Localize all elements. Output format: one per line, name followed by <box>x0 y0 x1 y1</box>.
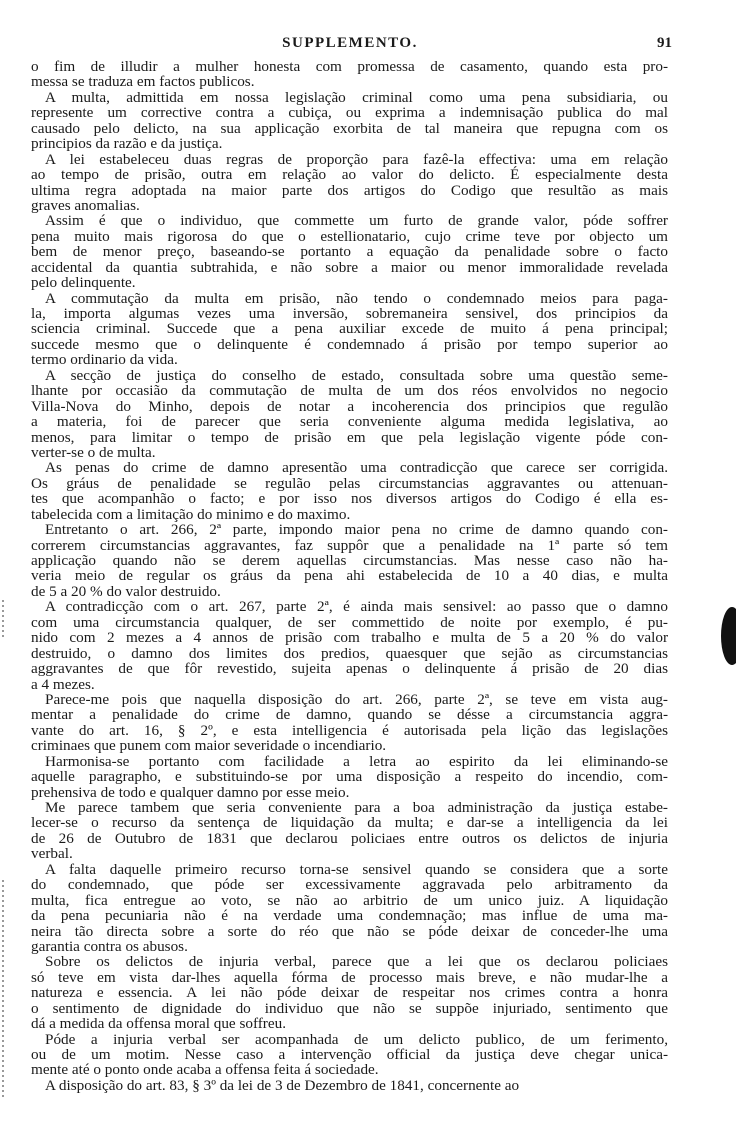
text-line: A commutação da multa em prisão, não tendo o condemnado meios para paga- <box>45 289 668 307</box>
text-line: messa se traduza em factos publicos. <box>31 73 255 91</box>
paragraph <box>31 213 668 290</box>
text-line: Assim é que o individuo, que commette um furto de grande valor, póde soffrer <box>45 212 668 230</box>
paragraph <box>31 599 668 692</box>
text-line: com uma circumstancia qualquer, de ser commettido de noite por exemplo, é pu- <box>31 613 668 631</box>
ink-blot <box>721 607 736 665</box>
paragraph <box>31 90 668 152</box>
text-line: Póde a injuria verbal ser acompanhada de um delicto publico, de um ferimento, <box>45 1030 668 1048</box>
text-line: de 5 a 20 % do valor destruido. <box>31 582 221 600</box>
text-line: verbal. <box>31 845 73 863</box>
text-line: o sentimento de dignidade do individuo que não se suppõe injuriado, sentimento que <box>31 999 668 1017</box>
text-line: o fim de illudir a mulher honesta com promessa de casamento, quando esta pro- <box>31 58 668 75</box>
text-line: lecer-se o recurso da sentença de liquidação da multa; e dar-se a intelligencia da lei <box>31 814 668 832</box>
paragraph <box>31 522 668 599</box>
text-line: aquelle paragrapho, e substituindo-se por uma disposição a respeito do incendio, com- <box>31 768 668 786</box>
text-line: termo ordinario da vida. <box>31 351 178 369</box>
text-line: criminaes que punem com maior severidade o incendiario. <box>31 737 387 755</box>
text-line: de 26 de Outubro de 1831 que declarou policiaes entre outros os delictos de injuria <box>31 829 668 847</box>
text-line: menos, para limitar o tempo de prisão em que pela legislação vigente póde con- <box>31 428 668 446</box>
text-line: A disposição do art. 83, § 3º da lei de 3 de Dezembro de 1841, concernente ao <box>45 1076 520 1094</box>
text-line: multa, fica entregue ao voto, se não ao arbitrio de um unico juiz. A liquidação <box>31 891 668 909</box>
text-line: tes que acompanhão o facto; e por isso nos diversos artigos do Codigo é ella es- <box>31 490 668 508</box>
text-line: nido com 2 mezes a 4 annos de prisão com trabalho e multa de 5 a 20 % do valor <box>31 629 668 647</box>
text-line: succede mesmo que o delinquente é condemnado á prisão por tempo superior ao <box>31 335 668 353</box>
text-line: Harmonisa-se portanto com facilidade a letra ao espirito da lei eliminando-se <box>45 752 668 770</box>
text-line: garantia contra os abusos. <box>31 937 188 955</box>
text-line: tabelecida com a limitação do minimo e do maximo. <box>31 505 351 523</box>
text-line: Entretanto o art. 266, 2ª parte, impondo maior pena no crime de damno quando con- <box>45 521 668 539</box>
text-line: aggravantes de que fôr revestido, sujeita apenas o delinquente á prisão de 20 dias <box>31 660 668 678</box>
text-line: graves anomalias. <box>31 196 140 214</box>
text-line: correrem circumstancias aggravantes, faz suppôr que a penalidade na 1ª parte só tem <box>31 536 668 554</box>
paragraph <box>31 1078 668 1093</box>
text-line: veria meio de regular os gráus da pena ahi estabelecida de 10 a 40 dias, e multa <box>31 567 668 585</box>
text-line: A secção de justiça do conselho de estado, consultada sobre uma questão seme- <box>45 366 668 384</box>
text-line: mentar a penalidade do crime de damno, quando se désse a circumstancia aggra- <box>31 706 668 724</box>
paragraph <box>31 862 668 955</box>
margin-scan-mark <box>2 880 4 1100</box>
running-header <box>30 35 670 53</box>
text-line: accidental da quantia subtrahida, e não sobre a maior ou menor immoralidade revelada <box>31 258 668 276</box>
paragraph <box>31 152 668 214</box>
margin-scan-mark <box>2 600 4 640</box>
paragraph <box>31 291 668 368</box>
text-line: pena muito mais rigorosa do que o estellionatario, cujo crime teve por objecto um <box>31 227 668 245</box>
text-line: principios da razão e da justiça. <box>31 135 223 153</box>
text-line: natureza e essencia. A lei não póde deixar de respeitar nos crimes contra a honra <box>31 984 668 1002</box>
text-line: A contradicção com o art. 267, parte 2ª, é ainda mais sensivel: ao passo que o damno <box>45 598 668 616</box>
text-line: pelo delinquente. <box>31 274 136 292</box>
text-line: verter-se o de multa. <box>31 443 156 461</box>
text-line: A lei estabeleceu duas regras de proporção para fazê-la effectiva: uma em relação <box>45 150 668 168</box>
text-line: applicação quando não se derem aquellas circumstancias. Mas nesse caso não ha- <box>31 552 668 569</box>
text-line: sciencia criminal. Succede que a pena auxiliar excede de muito á pena principal; <box>31 320 668 338</box>
text-line: Sobre os delictos de injuria verbal, parece que a lei que os declarou policiaes <box>45 953 668 971</box>
text-line: ou de um motim. Nesse caso a intervenção official da justiça deve chegar unica- <box>31 1046 668 1063</box>
text-line: causado pelo delicto, na sua applicação exorbita de tal maneira que repugna com os <box>31 119 668 137</box>
text-line: do condemnado, que póde ser excessivamente aggravada pelo arbitramento da <box>31 876 668 894</box>
text-line: a 4 mezes. <box>31 675 95 693</box>
text-line: ao tempo de prisão, outra em relação ao valor do delicto. É especialmente desta <box>31 166 668 184</box>
text-line: Os gráus de penalidade se regulão pelas circumstancias aggravantes ou attenuan- <box>31 474 668 492</box>
text-line: represente um corrective contra a cubiça, ou exprima a indemnisação publica do mal <box>31 104 668 122</box>
text-line: Villa-Nova do Minho, depois de notar a incoherencia dos principios que regulão <box>31 397 668 415</box>
text-line: da pena pecuniaria não é na verdade uma condemnação; mas influe de uma ma- <box>31 907 668 925</box>
text-line: vante do art. 16, § 2º, e esta intelligencia é autorisada pela lição das legislações <box>31 721 668 739</box>
text-line: lhante por occasião da commutação de multa de um dos réos envolvidos no negocio <box>31 382 668 400</box>
text-line: A multa, admittida em nossa legislação criminal como uma pena subsidiaria, ou <box>45 88 668 106</box>
text-line: Parece-me pois que naquella disposição do art. 266, parte 2ª, se teve em vista aug- <box>45 690 668 708</box>
paragraph <box>31 754 668 800</box>
paragraph <box>31 1032 668 1078</box>
text-line: dá a medida da offensa moral que soffreu. <box>31 1015 286 1033</box>
text-line: Me parece tambem que seria conveniente para a boa administração da justiça estabe- <box>45 799 668 816</box>
page-title: SUPPLEMENTO. <box>282 35 418 51</box>
text-line: só teve em vista dar-lhes aquella fórma de processo mais breve, e não mudar-lhe a <box>31 968 668 986</box>
text-line: neira tão directa sobre a sorte do réo que não se póde deixar de conceder-lhe uma <box>31 922 668 940</box>
text-line: As penas do crime de damno apresentão uma contradicção que carece ser corrigida. <box>45 459 668 477</box>
text-line: la, importa algumas vezes uma inversão, sobremaneira sensivel, dos principios da <box>31 305 668 322</box>
text-line: prehensiva de todo e qualquer damno por esse meio. <box>31 783 350 801</box>
text-line: destruido, o damno dos limites dos predios, quaesquer que sejão as circumstancias <box>31 644 668 662</box>
text-line: bem de menor preço, baseando-se portanto a equação da penalidade sobre o facto <box>31 243 668 261</box>
paragraph <box>31 368 668 461</box>
paragraph <box>31 800 668 862</box>
paragraph <box>31 954 668 1031</box>
paragraph <box>31 59 668 90</box>
paragraph <box>31 692 668 754</box>
page-number: 91 <box>657 35 672 51</box>
text-line: a materia, foi de parecer que seria conveniente alguma medida legislativa, ao <box>31 413 668 431</box>
text-line: mente até o ponto onde acaba a offensa feita á sociedade. <box>31 1061 379 1079</box>
text-line: A falta daquelle primeiro recurso torna-se sensivel quando se considera que a sorte <box>45 860 668 878</box>
body-text <box>31 59 668 1093</box>
paragraph <box>31 460 668 522</box>
text-line: ultima regra adoptada na maior parte dos artigos do Codigo que resultão as mais <box>31 181 668 199</box>
